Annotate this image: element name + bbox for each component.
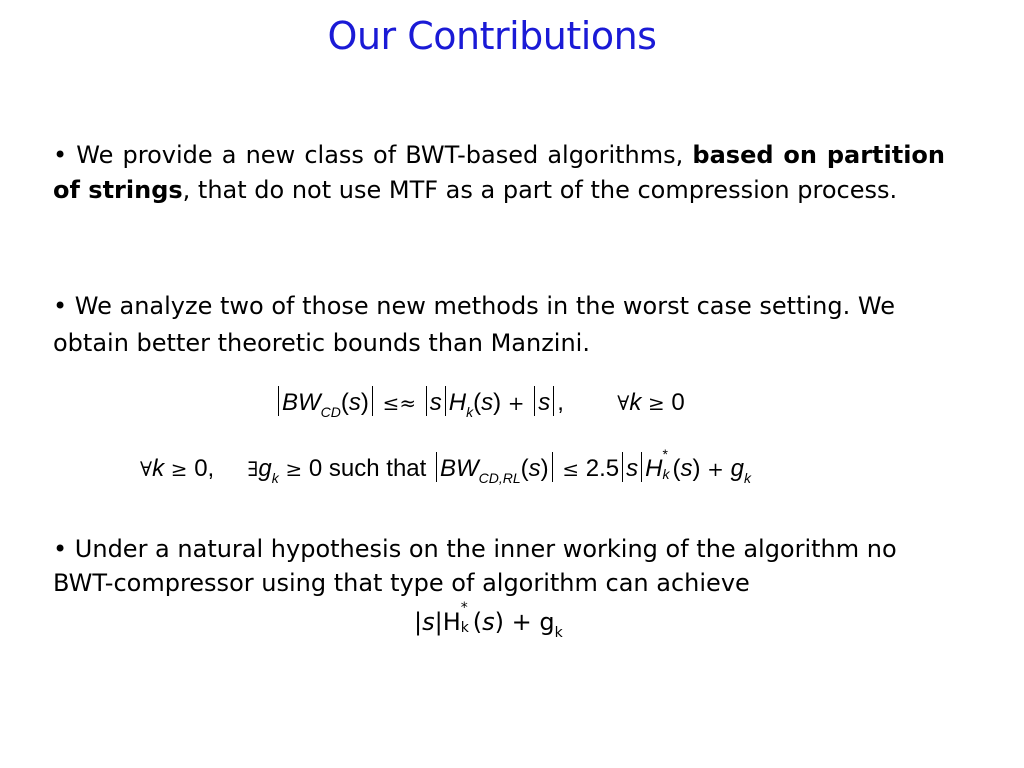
abs-bar-text: |: [434, 608, 443, 636]
forall-symbol: ∀: [140, 457, 153, 481]
bullet-marker: •: [53, 141, 68, 169]
symbol: s: [429, 389, 442, 416]
plus-symbol: +: [507, 391, 525, 415]
bullet-line: • We analyze two of those new methods in the worst case setting. We: [53, 292, 895, 320]
approx-le-symbol: ≤≈: [382, 391, 417, 415]
abs-bar: [553, 386, 554, 416]
subscript: CD: [320, 404, 341, 420]
comma: ,: [557, 389, 564, 416]
formula-bwcdrl-bound: ∀k ≥ 0, $\exists g_k \ge 0$ such that $BW_{CD,RL}(s) \le 2.5$ s H * k $(s) + g_k$: [140, 446, 751, 486]
bullet-contribution-2: [53, 288, 945, 362]
bullet-line: obtain better theoretic bounds than Manzini.: [53, 329, 590, 357]
symbol: s: [481, 389, 494, 416]
formula-bwcd-bound: $BW_{CD}(s) \le\approx s$ $H_k(s) + s$ , ∀k ≥ 0: [275, 386, 685, 420]
le-symbol: ≤: [562, 457, 580, 481]
symbol: s: [482, 608, 495, 636]
symbol: s: [538, 389, 551, 416]
symbol: H: [448, 389, 467, 416]
abs-bar-text: |: [414, 608, 423, 636]
symbol: k: [152, 455, 165, 482]
symbol: g: [258, 455, 272, 482]
symbol: H: [442, 608, 461, 636]
abs-bar: [641, 452, 642, 482]
bullet-line: BWT-compressor using that type of algorithm can achieve: [53, 569, 750, 597]
subscript: k: [466, 404, 474, 420]
symbol: s: [348, 389, 361, 416]
formula-tail: ) + g: [494, 608, 555, 636]
symbol: g: [730, 455, 744, 482]
subscript: k: [554, 625, 563, 641]
symbol: H: [645, 455, 663, 482]
subscript: CD,RL: [478, 470, 521, 486]
ge-symbol: ≥: [285, 457, 303, 481]
symbol: s: [626, 455, 639, 482]
bullet-contribution-3: [53, 532, 945, 600]
subscript: k: [662, 466, 670, 482]
paren-open: (: [472, 608, 483, 636]
bullet-contribution-1: [53, 138, 945, 208]
abs-bar: [278, 386, 279, 416]
symbol: s: [528, 455, 541, 482]
superscript-star: *: [460, 600, 468, 616]
formula-lower-bound: [414, 600, 563, 641]
abs-bar: [534, 386, 535, 416]
symbol: k: [629, 389, 642, 416]
sup-sub-script: [460, 600, 473, 636]
abs-bar: [426, 386, 427, 416]
plus-symbol: +: [707, 457, 724, 481]
bullet-line: • Under a natural hypothesis on the inner working of the algorithm no: [53, 535, 897, 563]
symbol: s: [422, 608, 435, 636]
forall-symbol: ∀: [617, 391, 630, 415]
abs-bar: [372, 386, 373, 416]
subscript: k: [460, 620, 469, 636]
subscript: k: [271, 470, 279, 486]
abs-bar: [622, 452, 623, 482]
bullet-bold-text: based on partition of strings: [53, 141, 946, 204]
number: 0,: [194, 455, 215, 482]
ge-symbol: ≥: [170, 457, 188, 481]
subscript: k: [743, 470, 751, 486]
number: 0: [308, 455, 323, 482]
sup-sub-script: [662, 446, 673, 482]
number: 0: [671, 389, 685, 416]
such-that-text: such that: [328, 455, 427, 482]
bullet-text-continued: , that do not use MTF as a part of the compression process.: [182, 176, 898, 204]
symbol: BW: [439, 455, 479, 482]
slide-title: Our Contributions: [327, 14, 657, 58]
ge-symbol: ≥: [647, 391, 665, 415]
exists-symbol: ∃: [247, 457, 259, 481]
coefficient: 2.5: [585, 455, 620, 482]
symbol: s: [680, 455, 693, 482]
abs-bar: [552, 452, 553, 482]
bullet-text: We provide a new class of BWT-based algorithms,: [67, 141, 693, 169]
abs-bar: [445, 386, 446, 416]
abs-bar: [436, 452, 437, 482]
symbol: BW: [282, 389, 321, 416]
superscript-star: *: [662, 446, 668, 462]
